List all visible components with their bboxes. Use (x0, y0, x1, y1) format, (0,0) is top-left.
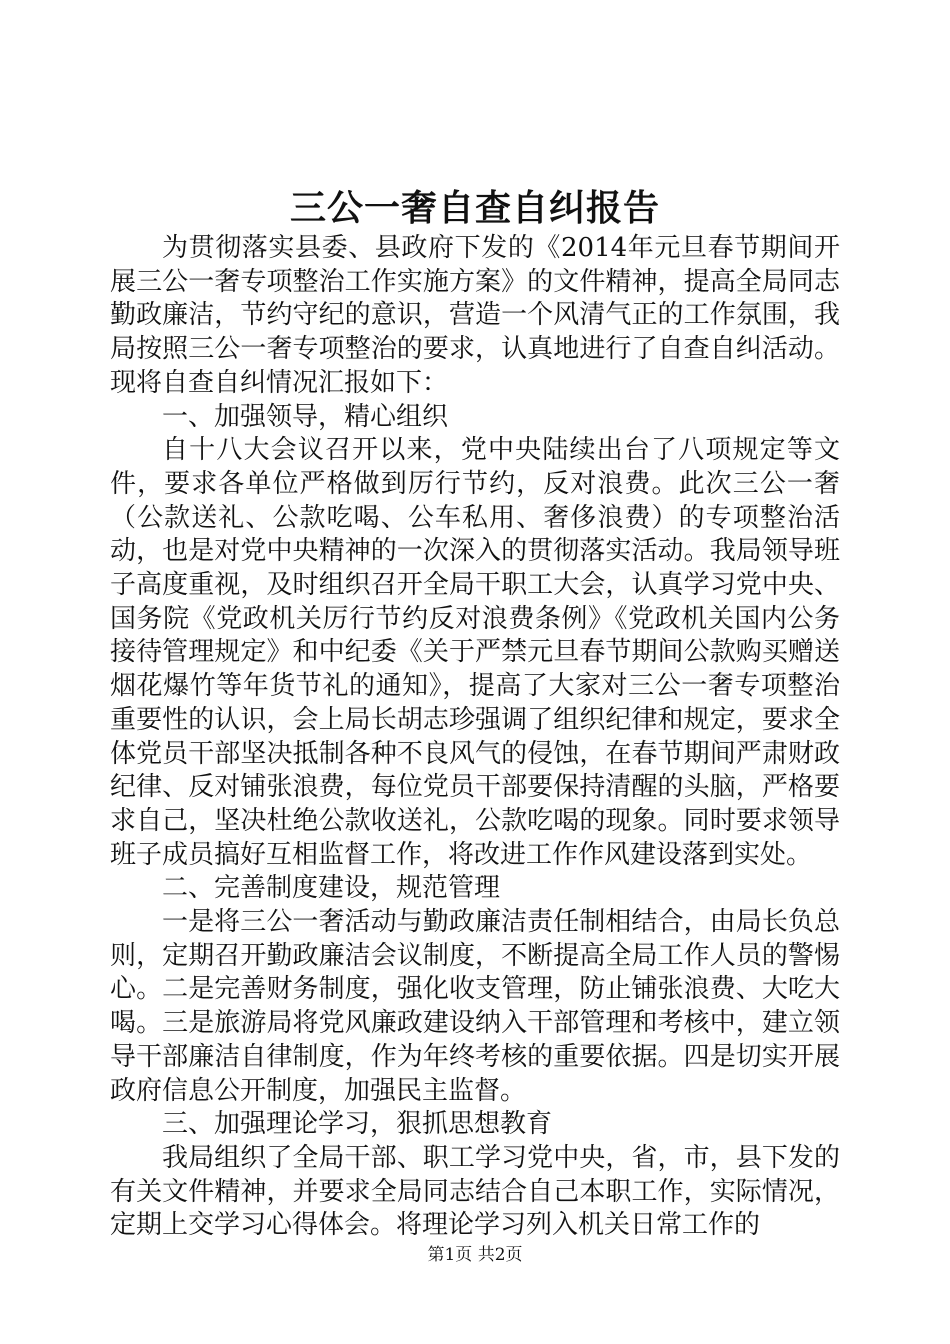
document-title: 三公一奢自查自纠报告 (289, 187, 660, 229)
section-heading-3: 三、加强理论学习，狠抓思想教育 (162, 1109, 553, 1140)
page-number-footer: 第1页 共2页 (427, 1245, 523, 1265)
paragraph-intro: 为贯彻落实县委、县政府下发的《2014年元旦春节期间开展三公一奢专项整治工作实施方案》的文件精神，提高全局同志勤政廉洁，节约守纪的意识，营造一个风清气正的工作氛围，我局按照三公一奢专项整治的要求，认真地进行了自查自纠活动。现将自查自纠情况汇报如下： (110, 233, 840, 398)
section-heading-2: 二、完善制度建设，规范管理 (162, 873, 501, 904)
section-heading-1: 一、加强领导，精心组织 (162, 401, 449, 432)
paragraph-section-1: 自十八大会议召开以来，党中央陆续出台了八项规定等文件，要求各单位严格做到厉行节约，反对浪费。此次三公一奢（公款送礼、公款吃喝、公车私用、奢侈浪费）的专项整治活动，也是对党中央精神的一次深入的贯彻落实活动。我局领导班子高度重视，及时组织召开全局干职工大会，认真学习党中央、国务院《党政机关厉行节约反对浪费条例》《党政机关国内公务接待管理规定》和中纪委《关于严禁元旦春节期间公款购买赠送烟花爆竹等年货节礼的通知》，提高了大家对三公一奢专项整治重要性的认识，会上局长胡志珍强调了组织纪律和规定，要求全体党员干部坚决抵制各种不良风气的侵蚀，在春节期间严肃财政纪律、反对铺张浪费，每位党员干部要保持清醒的头脑，严格要求自己，坚决杜绝公款收送礼，公款吃喝的现象。同时要求领导班子成员搞好互相监督工作，将改进工作作风建设落到实处。 (110, 435, 840, 870)
paragraph-section-2: 一是将三公一奢活动与勤政廉洁责任制相结合，由局长负总则，定期召开勤政廉洁会议制度，不断提高全局工作人员的警惕心。二是完善财务制度，强化收支管理，防止铺张浪费、大吃大喝。三是旅游局将党风廉政建设纳入干部管理和考核中，建立领导干部廉洁自律制度，作为年终考核的重要依据。四是切实开展政府信息公开制度，加强民主监督。 (110, 907, 840, 1106)
paragraph-section-3: 我局组织了全局干部、职工学习党中央，省，市，县下发的有关文件精神，并要求全局同志结合自己本职工作，实际情况，定期上交学习心得体会。将理论学习列入机关日常工作的 (110, 1142, 840, 1241)
document-body (110, 232, 840, 1243)
